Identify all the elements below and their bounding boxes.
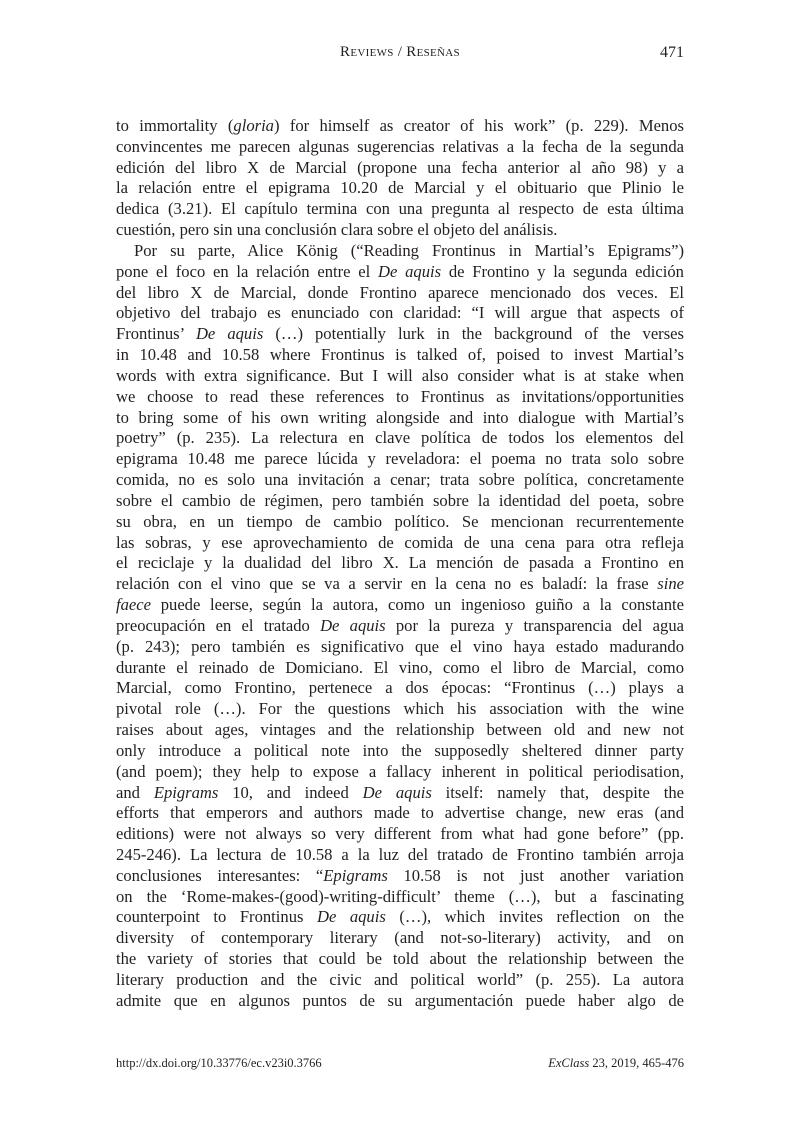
text-line [116, 637, 684, 658]
text-line [116, 408, 684, 429]
text-segment: comida, no es solo una invitación a cenar; trata sobre política, concretamente [116, 470, 684, 490]
text-line [116, 241, 684, 262]
text-segment: su obra, en un tiempo de cambio político. Se mencionan recurrentemente [116, 511, 684, 531]
text-line [116, 678, 684, 699]
text-segment: the variety of stories that could be told about the relationship between the [116, 949, 684, 969]
text-segment: pivotal role (…). For the questions which his association with the wine [116, 699, 684, 719]
italic-text: gloria [233, 116, 274, 135]
text-line [116, 762, 684, 783]
text-segment: only introduce a political note into the supposedly sheltered dinner party [116, 740, 684, 760]
italic-text: Epigrams [323, 865, 388, 885]
text-segment: 10.58 is not just another variation [387, 865, 684, 885]
text-segment: 10, and indeed [218, 782, 363, 802]
text-line [116, 366, 684, 387]
text-segment: editions) were not always so very different from what had gone before” (pp. [116, 824, 684, 844]
text-line [116, 324, 684, 345]
text-segment: raises about ages, vintages and the relationship between old and new not [116, 720, 684, 740]
text-segment: we choose to read these references to Frontinus as invitations/opportunities [116, 386, 684, 406]
text-line [116, 574, 684, 595]
italic-text: De aquis [378, 261, 442, 281]
text-line [116, 845, 684, 866]
text-line [116, 533, 684, 554]
text-segment: admite que en algunos puntos de su argumentación puede haber algo de [116, 990, 684, 1010]
text-segment: preocupación en el tratado [116, 615, 321, 635]
text-segment: Por su parte, Alice König (“Reading Frontinus in Martial’s Epigrams”) [134, 240, 684, 260]
text-segment: counterpoint to Frontinus [116, 907, 317, 927]
italic-text: faece [116, 595, 152, 615]
text-segment: dedica (3.21). El capítulo termina con una pregunta al respecto de esta última [116, 199, 684, 219]
text-line [116, 470, 684, 491]
text-segment: and [116, 782, 154, 802]
text-segment: el reciclaje y la dualidad del libro X. La mención de pasada a Frontino en [116, 553, 684, 573]
journal-name: ExClass [548, 1056, 590, 1070]
text-segment: Marcial, como Frontino, pertenece a dos épocas: “Frontinus (…) plays a [116, 678, 684, 698]
text-segment: conclusiones interesantes: “ [116, 865, 324, 885]
text-segment: durante el reinado de Domiciano. El vino, como el libro de Marcial, como [116, 657, 684, 677]
text-line [116, 262, 684, 283]
page-number: 471 [660, 44, 684, 61]
text-segment: poetry” (p. 235). La relectura en clave política de todos los elementos del [116, 428, 684, 448]
text-line [116, 824, 684, 845]
text-line [116, 345, 684, 366]
text-segment: on the ‘Rome-makes-(good)-writing-difficult’ theme (…), but a fascinating [116, 886, 684, 906]
text-line [116, 616, 684, 637]
text-line [116, 158, 684, 179]
text-line [116, 720, 684, 741]
text-line [116, 928, 684, 949]
text-segment: relación con el vino que se va a servir en la cena no es baladí: la frase [116, 574, 658, 594]
page-header [116, 44, 684, 68]
text-line [116, 658, 684, 679]
text-segment: epigrama 10.48 me parece lúcida y reveladora: el poema no trata solo sobre [116, 449, 684, 469]
doi-link[interactable]: http://dx.doi.org/10.33776/ec.v23i0.3766 [116, 1056, 322, 1070]
text-segment: to immortality ( [116, 116, 234, 135]
text-segment: (…) potentially lurk in the background of the verses [263, 324, 684, 344]
text-line [116, 199, 684, 220]
text-line [116, 303, 684, 324]
text-line [116, 741, 684, 762]
text-segment: Frontinus’ [116, 324, 196, 344]
italic-text: De aquis [320, 615, 386, 635]
italic-text: De aquis [195, 324, 264, 344]
text-line [116, 553, 684, 574]
italic-text: De aquis [362, 782, 432, 802]
text-line [116, 803, 684, 824]
text-line [116, 491, 684, 512]
citation-details: 23, 2019, 465-476 [589, 1056, 684, 1070]
text-line [116, 137, 684, 158]
text-segment: del libro X de Marcial, donde Frontino aparece mencionado dos veces. El [116, 282, 684, 302]
text-line [116, 595, 684, 616]
text-line [116, 907, 684, 928]
text-segment: 245-246). La lectura de 10.58 a la luz del tratado de Frontino también arroja [116, 844, 684, 864]
text-segment: words with extra significance. But I will also consider what is at stake when [116, 365, 684, 385]
italic-text: De aquis [316, 907, 386, 927]
text-line [116, 970, 684, 991]
text-line [116, 220, 684, 241]
text-line [116, 116, 684, 137]
text-segment: cuestión, pero sin una conclusión clara sobre el objeto del análisis. [116, 220, 558, 240]
journal-citation [548, 1056, 684, 1071]
text-line [116, 949, 684, 970]
text-segment: edición del libro X de Marcial (propone una fecha anterior al año 98) y a [116, 157, 684, 177]
text-line [116, 991, 684, 1012]
text-segment: puede leerse, según la autora, como un ingenioso guiño a la constante [151, 595, 684, 615]
text-segment: (…), which invites reflection on the [385, 907, 684, 927]
text-segment: to bring some of his own writing alongside and into dialogue with Martial’s [116, 407, 684, 427]
text-segment: (p. 243); pero también es significativo que el vino haya estado madurando [116, 636, 684, 656]
text-line [116, 283, 684, 304]
text-line [116, 512, 684, 533]
text-segment: de Frontino y la segunda edición [441, 261, 684, 281]
text-segment: las sobras, y ese aprovechamiento de comida de una cena para otra refleja [116, 532, 684, 552]
text-segment: sobre el cambio de régimen, pero también sobre la identidad del poeta, sobre [116, 490, 684, 510]
text-segment: por la pureza y transparencia del agua [385, 615, 684, 635]
text-line [116, 387, 684, 408]
text-segment: diversity of contemporary literary (and not-so-literary) activity, and on [116, 928, 684, 948]
text-segment: convincentes me parecen algunas sugerencias relativas a la fecha de la segunda [116, 136, 684, 156]
text-segment: itself: namely that, despite the [431, 782, 684, 802]
text-line [116, 178, 684, 199]
text-line [116, 866, 684, 887]
text-line [116, 887, 684, 908]
text-segment: (and poem); they help to expose a fallacy inherent in political periodisation, [116, 761, 684, 781]
italic-text: Epigrams [153, 782, 219, 802]
text-line [116, 449, 684, 470]
text-segment: efforts that emperors and authors made to advertise change, new eras (and [116, 803, 684, 823]
text-segment: objetivo del trabajo es enunciado con claridad: “I will argue that aspects of [116, 303, 684, 323]
text-line [116, 699, 684, 720]
text-segment: pone el foco en la relación entre el [116, 261, 379, 281]
text-segment: in 10.48 and 10.58 where Frontinus is talked of, poised to invest Martial’s [116, 345, 684, 365]
text-line [116, 428, 684, 449]
text-segment: ) for himself as creator of his work” (p. 229). Menos [273, 116, 684, 135]
text-line [116, 783, 684, 804]
body-text [116, 116, 684, 1012]
running-head: Reviews / Reseñas [340, 44, 460, 60]
text-segment: literary production and the civic and political world” (p. 255). La autora [116, 969, 684, 989]
text-segment: la relación entre el epigrama 10.20 de Marcial y el obituario que Plinio le [116, 178, 684, 198]
italic-text: sine [657, 574, 684, 594]
